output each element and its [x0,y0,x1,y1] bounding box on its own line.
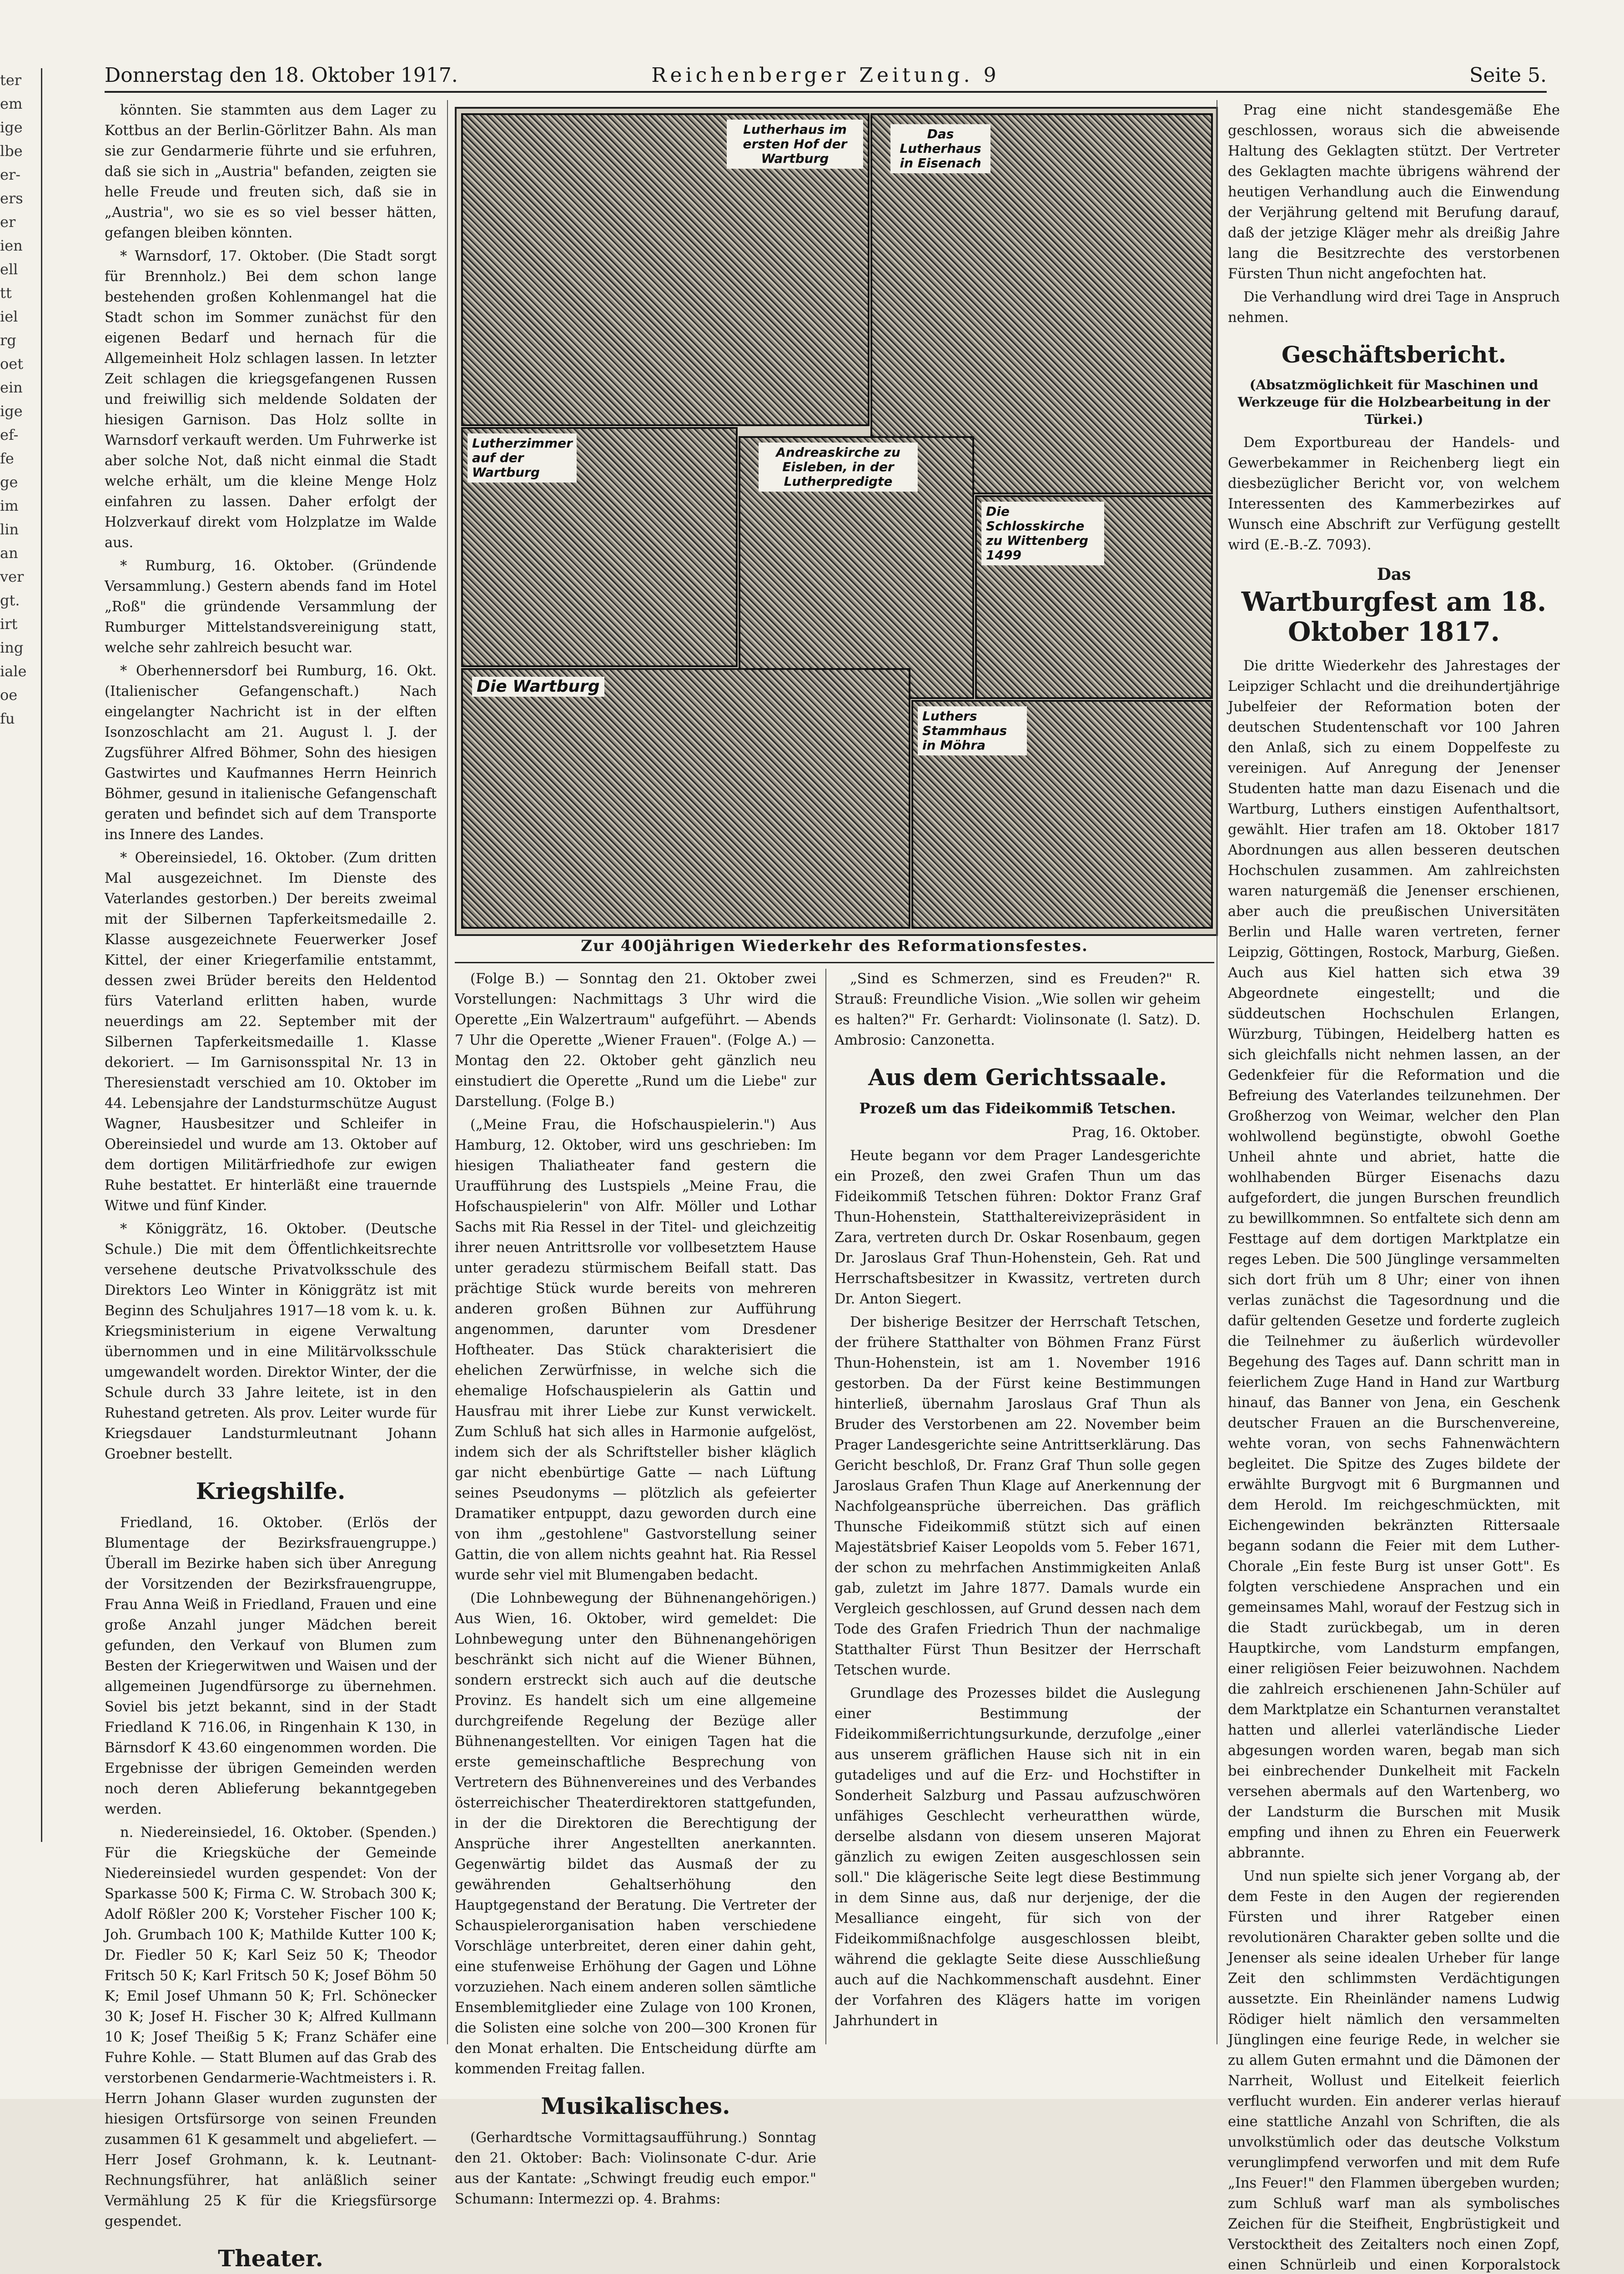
image-schlosskirche [975,495,1213,699]
image-lutherzimmer [461,427,738,667]
stub-line: em [0,95,23,112]
image-wartburg [461,668,910,929]
article-musik-continued: „Sind es Schmerzen, sind es Freuden?" R. Strauß: Freundliche Vision. „Wie sollen wir geheim es halten?" Fr. Gerhardt: Violinsonate (l. Satz). D. Ambrosio: Canzonetta. [835,971,1201,1048]
caption-rule [455,962,1214,963]
header-page-number: Seite 5. [1469,64,1547,87]
article-hofschauspielerin: („Meine Frau, die Hofschauspielerin.") Aus Hamburg, 12. Oktober, wird uns geschrieben: Im hiesigen Thaliatheater fand gestern die Uraufführung des Lustspiels „Meine Frau, die Hofschauspielerin" von Alfr. Möller und Lothar Sachs mit Ria Ressel in der Titel- und gleichzeitig ihrer neuen Antrittsrolle vor vollbesetztem Hause unter geradezu stürmischem Beifall statt. Das prächtige Stück wurde bereits von mehreren anderen großen Bühnen zur Aufführung angenommen, darunter vom Dresdener Hoftheater. Das Stück charakterisiert die ehelichen Zerwürfnisse, in welche sich die ehemalige Hofschauspielerin als Gattin und Hausfrau mit ihrer Liebe zur Kunst verwickelt. Zum Schluß hat sich alles in Harmonie aufgelöst, indem sich der als Schriftsteller bisher kläglich gar nicht ebenbürtige Gatte — nach Lüftung seines Pseudonyms — plötzlich als gefeierter Dramatiker entpuppt, dazu geworden durch eine von ihm „gestohlene" Gastvorstellung seiner Gattin, die von allem nichts geahnt hat. Ria Ressel wurde sehr viel mit Blumengaben bedacht. [455,1117,816,1583]
stub-line: ing [0,639,24,656]
article-prozess-1: Heute begann vor dem Prager Landesgerichte ein Prozeß, den zwei Grafen Thun um das Fideikommiß Tetschen führen: Doktor Franz Graf Thun-Hohenstein, Statthaltereivizepräsident in Zara, vertreten durch Dr. Oskar Rosenbaum, gegen Dr. Jaroslaus Graf Thun-Hohenstein, Geh. Rat und Herrschaftsbesitzer in Kwassitz, vertreten durch Dr. Anton Siegert. [835,1148,1201,1307]
article-prozess-3: Grundlage des Prozesses bildet die Auslegung einer Bestimmung der Fideikommißerrichtungsurkunde, derzufolge „einer aus unserem gräflichen Hause sich nit in ein gutadeliges und auf die Erz- und Hochstifter in Sonderheit Salzburg und Passau aufzuschwören unfähiges Geschlecht verheuratthen würde, derselbe alsdann von diesem unseren Majorat gänzlich zu ewigen Zeiten ausgeschlossen sein soll." Die klägerische Seite legt diese Bestimmung in dem Sinne aus, daß nur derjenige, der die Mesalliance eingeht, für sich von der Fideikommißnachfolge ausgeschlossen bleibt, während die geklagte Seite diese Ausschließung auch auf die Nachkommenschaft ausdehnt. Einer der Vorfahren des Klägers hatte im vorigen Jahrhundert in [835,1685,1201,2029]
section-title-geschaeftsbericht: Geschäftsbericht. [1281,341,1507,368]
article-lohnbewegung: (Die Lohnbewegung der Bühnenangehörigen.) Aus Wien, 16. Oktober, wird gemeldet: Die Lohnbewegung unter den Bühnenangehörigen beschränkt sich nicht auf die Wiener Bühnen, sondern erstreckt sich auch auf die deutsche Provinz. Es handelt sich um eine allgemeine durchgreifende Regelung der Bezüge aller Bühnenangestellten. Vor einigen Tagen hat die erste gemeinschaftliche Besprechung von Vertretern des Bühnenvereines und des Verbandes österreichischer Theaterdirektoren stattgefunden, in der die Direktoren die Berechtigung der Ansprüche ihrer Angestellten anerkannten. Gegenwärtig bildet das Ausmaß der zu gewährenden Gehaltserhöhung den Hauptgegenstand der Beratung. Die Vertreter der Schauspielerorganisation haben verschiedene Vorschläge unterbreitet, deren einer dahin geht, eine stufenweise Erhöhung der Gagen und Löhne vorzuziehen. Nach einem anderen sollen sämtliche Ensemblemitglieder eine Zulage von 100 Kronen, die Solisten eine solche von 200—300 Kronen für den Monat erhalten. Die Entscheidung dürfte am kommenden Freitag fallen. [455,1590,816,2077]
stub-line: fe [0,450,14,467]
stub-line: ge [0,473,18,491]
image-caption: Die Wartburg [472,677,604,697]
stub-line: iale [0,663,27,680]
image-caption: Das Lutherhaus in Eisenach [890,124,990,173]
column-divider [447,100,448,2044]
article-obereinsiedel: * Obereinsiedel, 16. Oktober. (Zum dritten Mal ausgezeichnet. Im Dienste des Vaterlandes gestorben.) Der bereits zweimal mit der Silbernen Tapferkeitsmedaille 2. Klasse ausgezeichnete Feuerwerker Josef Kittel, der einer Kriegerfamilie entstammt, dessen zwei Brüder bereits den Heldentod fürs Vaterland erlitten haben, wurde neuerdings am 22. September mit der Silbernen Tapferkeitsmedaille 1. Klasse dekoriert. — Im Garnisonsspital Nr. 13 in Theresienstadt verschied am 10. Oktober im 44. Lebensjahre der Landsturmschütze August Wagner, Hausbesitzer und Schleifer in Obereinsiedel und wurde am 13. Oktober auf dem dortigen Militärfriedhofe zur ewigen Ruhe bestattet. Er hinterläßt eine trauernde Witwe und fünf Kinder. [105,850,437,1214]
header-date: Donnerstag den 18. Oktober 1917. [105,64,458,87]
column-4 [1228,100,1560,2273]
stub-line: ter [0,71,22,89]
article-subtitle-absatz: (Absatzmöglichkeit für Maschinen und Werkzeuge für die Holzbearbeitung in der Türkei.) [1237,377,1550,427]
stub-line: irt [0,615,18,633]
article-oberhennersdorf: * Oberhennersdorf bei Rumburg, 16. Okt. (Italienischer Gefangenschaft.) Nach eingelangter Nachricht ist in der elften Isonzoschlacht am 21. August l. J. der Zugsführer Alfred Böhmer, Sohn des hiesigen Gastwirtes und Kaufmannes Herrn Heinrich Böhmer, gesund in italienische Gefangenschaft geraten und befindet sich auf dem Transporte ins Innere des Landes. [105,663,437,843]
article-prozess-2: Der bisherige Besitzer der Herrschaft Tetschen, der frühere Statthalter von Böhmen Franz Fürst Thun-Hohenstein, ist am 1. November 1916 gestorben. Da der Fürst keine Bestimmungen hinterließ, übernahm Jaroslaus Graf Thun als Bruder des Verstorbenen am 22. November beim Prager Landesgerichte seine Antrittserklärung. Das Gericht beschloß, Dr. Franz Graf Thun solle gegen Jaroslaus Grafen Thun Klage auf Anerkennung der Nachfolgeansprüche überreichen. Das gräflich Thunsche Fideikommiß stützt sich auf einen Majestätsbrief Kaiser Leopolds vom 5. Feber 1671, der schon zu mehrfachen Anstimmigkeiten Anlaß gab, zuletzt im Jahre 1877. Damals wurde ein Vergleich geschlossen, auf Grund dessen nach dem Tode des Grafen Friedrich Thun der nachmalige Statthalter Fürst Thun Besitzer der Herrschaft Tetschen wurde. [835,1314,1201,1678]
section-title-musikalisches: Musikalisches. [541,2093,730,2119]
stub-line: ell [0,261,18,278]
image-caption: Die Schlosskirche zu Wittenberg 1499 [981,502,1104,565]
image-caption: Andreaskirche zu Eisleben, in der Lutherpredigte [759,443,918,492]
stub-line: rg [0,332,16,349]
article-paragraph: könnten. Sie stammten aus dem Lager zu Kottbus an der Berlin-Görlitzer Bahn. Als man sie zur Gendarmerie führte und sie erfuhren, daß sie sich in „Austria" befanden, zeigten sie helle Freude und freuten sich, daß sie in „Austria", wo sie es so viel besser hätten, gefangen bleiben könnten. [105,102,437,241]
article-koeniggraetz: * Königgrätz, 16. Oktober. (Deutsche Schule.) Die mit dem Öffentlichkeitsrechte versehene deutsche Privatvolksschule des Direktors Leo Winter in Königgrätz ist mit Beginn des Schuljahres 1917—18 vom k. u. k. Kriegsministerium in eigene Verwaltung übernommen und in eine Militärvolksschule umgewandelt worden. Direktor Winter, der die Schule durch 33 Jahre leitete, ist in den Ruhestand getreten. Als prov. Leiter wurde für Kriegsdauer Landsturmleutnant Johann Groebner bestellt. [105,1221,437,1462]
headline-wartburgfest: Wartburgfest am 18. Oktober 1817. [1241,586,1547,647]
stub-line: ers [0,190,23,207]
column-1 [105,100,437,2272]
stub-line: lin [0,521,19,538]
stub-line: er [0,213,16,231]
dateline: Prag, 16. Oktober. [1071,1125,1201,1141]
article-exportbureau: Dem Exportbureau der Handels- und Gewerbekammer in Reichenberg liegt ein diesbezüglicher Bericht vor, von welchem Interessenten des Kammerbezirkes auf Wunsch eine Abschrift zur Verfügung gestellt wird (E.-B.-Z. 7093). [1228,435,1560,553]
stub-line: ien [0,237,23,254]
image-andreaskirche [739,436,974,699]
article-rumburg: * Rumburg, 16. Oktober. (Gründende Versammlung.) Gestern abends fand im Hotel „Roß" die gründende Versammlung der Rumburger Mittelstandsvereinigung statt, welche sehr zahlreich besucht war. [105,558,437,656]
page-header [105,59,1547,93]
stub-line: fu [0,710,15,727]
article-theater-continued: (Folge B.) — Sonntag den 21. Oktober zwei Vorstellungen: Nachmittags 3 Uhr wird die Operette „Ein Walzertraum" aufgeführt. — Abends 7 Uhr die Operette „Wiener Frauen". (Folge A.) — Montag den 22. Oktober geht gänzlich neu einstudiert die Operette „Rund um die Liebe" zur Darstellung. (Folge B.) [455,971,816,1110]
header-masthead: Reichenberger Zeitung. 9 [651,64,1000,87]
stub-line: tt [0,284,12,302]
stub-line: oet [0,355,24,372]
adjacent-page-stub [0,68,42,1842]
headline-das: Das [1377,565,1411,584]
image-caption: Luthers Stammhaus in Möhra [918,706,1027,755]
section-title-gerichtssaale: Aus dem Gerichtssaale. [868,1064,1167,1091]
column-2-lower [455,969,816,2207]
stub-line: im [0,497,19,514]
article-warnsdorf: * Warnsdorf, 17. Oktober. (Die Stadt sorgt für Brennholz.) Bei dem schon lange bestehenden großen Kohlenmangel hat die Stadt schon im Sommer zunächst für den eigenen Bedarf und hernach für die Allgemeinheit Holz schlagen lassen. In letzter Zeit schlagen die kriegsgefangenen Russen und freiwillig sich meldende Soldaten der hiesigen Garnison. Das Holz sollte in Warnsdorf verkauft werden. Um Fuhrwerke ist aber solche Not, daß nicht einmal die Stadt welche erhält, um die kleine Menge Holz einfahren zu lassen. Daher erfolgt der Holzverkauf direkt vom Holzplatze im Walde aus. [105,248,437,551]
article-wartburgfest-1: Die dritte Wiederkehr des Jahrestages der Leipziger Schlacht und die dreihundertjährige Jubelfeier der Reformation boten der deutschen Studentenschaft vor 100 Jahren den Anlaß, sich zu einem Doppelfeste zu vereinigen. Auf Anregung der Jenenser Studenten hatte man dazu Eisenach und die Wartburg, Luthers einstigen Aufenthaltsort, gewählt. Hier trafen am 18. Oktober 1817 Abordnungen aus allen besseren deutschen Hochschulen zusammen. Am zahlreichsten waren naturgemäß die Jenenser erschienen, aber auch die preußischen Universitäten Berlin und Halle waren vertreten, ferner Leipzig, Göttingen, Rostock, Marburg, Gießen. Auch aus Kiel hatten sich etwa 39 Abgeordnete eingestellt; und die süddeutschen Hochschulen Erlangen, Würzburg, Tübingen, Heidelberg hatten es sich gleichfalls nicht nehmen lassen, an der Gedenkfeier für die Reformation und die Befreiung des Vaterlandes teilzunehmen. Der Großherzog von Weimar, welcher den Plan wohlwollend begünstigte, obwohl Goethe Unheil ahnte und abriet, hatte die wohlhabenden Bürger Eisenachs dazu aufgefordert, die jungen Burschen freundlich zu bewillkommnen. So entfaltete sich denn am Festtage auf dem dortigen Marktplatze ein reges Leben. Die 500 Jünglinge versammelten sich dort früh um 8 Uhr; einer von ihnen verlas zunächst die Tagesordnung und die dafür geltenden Gesetze und forderte zugleich die Teilnehmer zu äußerlich würdevoller Begehung des Tages auf. Dann schritt man in feierlichem Zuge Hand in Hand zur Wartburg hinauf, das Banner von Jena, ein Geschenk deutscher Frauen an die Burschenvereine, wehte voran, von sechs Fahnenwächtern begleitet. Die Spitze des Zuges bildete der erwählte Burgvogt mit 6 Burgmannen und dem Herold. Im reichgeschmückten, mit Eichengewinden bekränzten Rittersaale begann sodann die Feier mit dem Luther-Chorale „Ein feste Burg ist unser Gott". Es folgten verschiedene Ansprachen und ein gemeinsames Mahl, worauf der Festzug sich in die Stadt zurückbegab, um in deren Hauptkirche, vom Landsturm empfangen, einer religiösen Feier beizuwohnen. Nachdem die zahlreich erschienenen Jahn-Schüler auf dem Marktplatze ein Schanturnen veranstaltet hatten und allerlei vaterländische Lieder abgesungen worden waren, begab man sich bei einbrechender Dunkelheit mit Fackeln versehen abermals auf den Wartenberg, wo der Landsturm die Burschen mit Musik empfing und ihnen zu Ehren ein Feuerwerk abbrannte. [1228,658,1560,1861]
stub-line: ige [0,119,23,136]
article-friedland: Friedland, 16. Oktober. (Erlös der Blumentage der Bezirksfrauengruppe.) Überall im Bezirke haben sich über Anregung der Vorsitzenden der Bezirksfrauengruppe, Frau Anna Weiß in Friedland, Frauen und eine große Anzahl junger Mädchen bereit gefunden, den Verkauf von Blumen zum Besten der Kriegerwitwen und Waisen und der allgemeinen Jugendfürsorge zu übernehmen. Soviel bis jetzt bekannt, sind in der Stadt Friedland K 716.06, in Ringenhain K 130, in Bärnsdorf K 43.60 eingenommen worden. Die Ergebnisse der übrigen Gemeinden werden noch deren Ablieferung bekanntgegeben werden. [105,1515,437,1817]
stub-line: an [0,544,18,562]
article-subtitle-fideikommiss: Prozeß um das Fideikommiß Tetschen. [859,1100,1176,1117]
stub-line: ef- [0,426,19,443]
article-prozess-continued: Prag eine nicht standesgemäße Ehe geschlossen, woraus sich die abweisende Haltung des Geklagten stützt. Der Vertreter des Geklagten machte übrigens während der heutigen Verhandlung auch die Einwendung der Verjährung geltend mit Berufung darauf, daß der jetzige Kläger mehr als dreißig Jahre lang die Besitzrechte des verstorbenen Fürsten Thun nicht angefochten hat. [1228,102,1560,282]
column-3-lower [835,969,1201,2044]
stub-line: ige [0,402,23,420]
section-title-kriegshilfe: Kriegshilfe. [196,1478,346,1504]
section-title-theater: Theater. [218,2245,323,2272]
stub-line: er- [0,166,21,183]
article-niedereinsiedel: n. Niedereinsiedel, 16. Oktober. (Spenden.) Für die Kriegsküche der Gemeinde Niedereinsiedel wurden gespendet: Von der Sparkasse 500 K; Firma C. W. Strobach 300 K; Adolf Rößler 200 K; Vorsteher Fischer 100 K; Joh. Grumbach 100 K; Mathilde Kutter 100 K; Dr. Fiedler 50 K; Karl Seiz 50 K; Theodor Fritsch 50 K; Karl Fritsch 50 K; Josef Böhm 50 K; Emil Josef Uhmann 50 K; Frl. Schönecker 30 K; Josef H. Fischer 30 K; Alfred Kullmann 10 K; Josef Theißig 5 K; Franz Schäfer eine Fuhre Kohle. — Statt Blumen auf das Grab des verstorbenen Gendarmerie-Wachtmeisters i. R. Herrn Johann Glaser wurden zugunsten der hiesigen Ortsfürsorge von seinen Freunden zusammen 61 K gesammelt und abgeliefert. — Herr Josef Grohmann, k. k. Leutnant-Rechnungsführer, hat anläßlich seiner Vermählung 25 K für die Kriegsfürsorge gespendet. [105,1825,437,2229]
stub-line: ein [0,379,23,396]
collage-caption: Zur 400jährigen Wiederkehr des Reformationsfestes. [581,937,1088,955]
article-verhandlung: Die Verhandlung wird drei Tage in Anspruch nehmen. [1228,289,1560,326]
stub-line: ver [0,568,24,585]
column-divider [825,969,826,2044]
image-caption: Lutherhaus im ersten Hof der Wartburg [727,120,863,169]
image-caption: Lutherzimmer auf der Wartburg [468,433,577,483]
image-lutherhaus-wartburg [461,113,870,426]
article-wartburgfest-2: Und nun spielte sich jener Vorgang ab, der dem Feste in den Augen der regierenden Fürsten und ihrer Ratgeber einen revolutionären Charakter geben sollte und die Jenenser als seine idealen Urheber für lange Zeit den schlimmsten Verdächtigungen aussetzte. Ein Rheinländer namens Ludwig Rödiger hielt nämlich den versammelten Jünglingen eine feurige Rede, in welcher sie zu allem Guten ermahnt und die Dämonen der Narrheit, Wollust und Eitelkeit feierlich verflucht wurden. Ein anderer verlas hierauf eine stattliche Anzahl von Schriften, die als unvolkstümlich oder das deutsche Volkstum verunglimpfend verworfen und mit dem Rufe „Ins Feuer!" den Flammen übergeben wurden; zum Schluß warf man als symbolisches Zeichen für die Steifheit, Engbrüstigkeit und Verstocktheit des Zeitalters noch einen Zopf, einen Schnürleib und einen Korporalstock [1228,1868,1560,2273]
stub-line: gt. [0,592,20,609]
stub-line: lbe [0,142,23,160]
stub-line: oe [0,686,18,704]
image-stammhaus-moehra [911,700,1213,929]
illustration-collage [455,107,1218,936]
article-gerhardt: (Gerhardtsche Vormittagsaufführung.) Sonntag den 21. Oktober: Bach: Violinsonate C-dur. Arie aus der Kantate: „Schwingt freudig euch empor." Schumann: Intermezzi op. 4. Brahms: [455,2130,816,2207]
stub-line: iel [0,308,18,325]
